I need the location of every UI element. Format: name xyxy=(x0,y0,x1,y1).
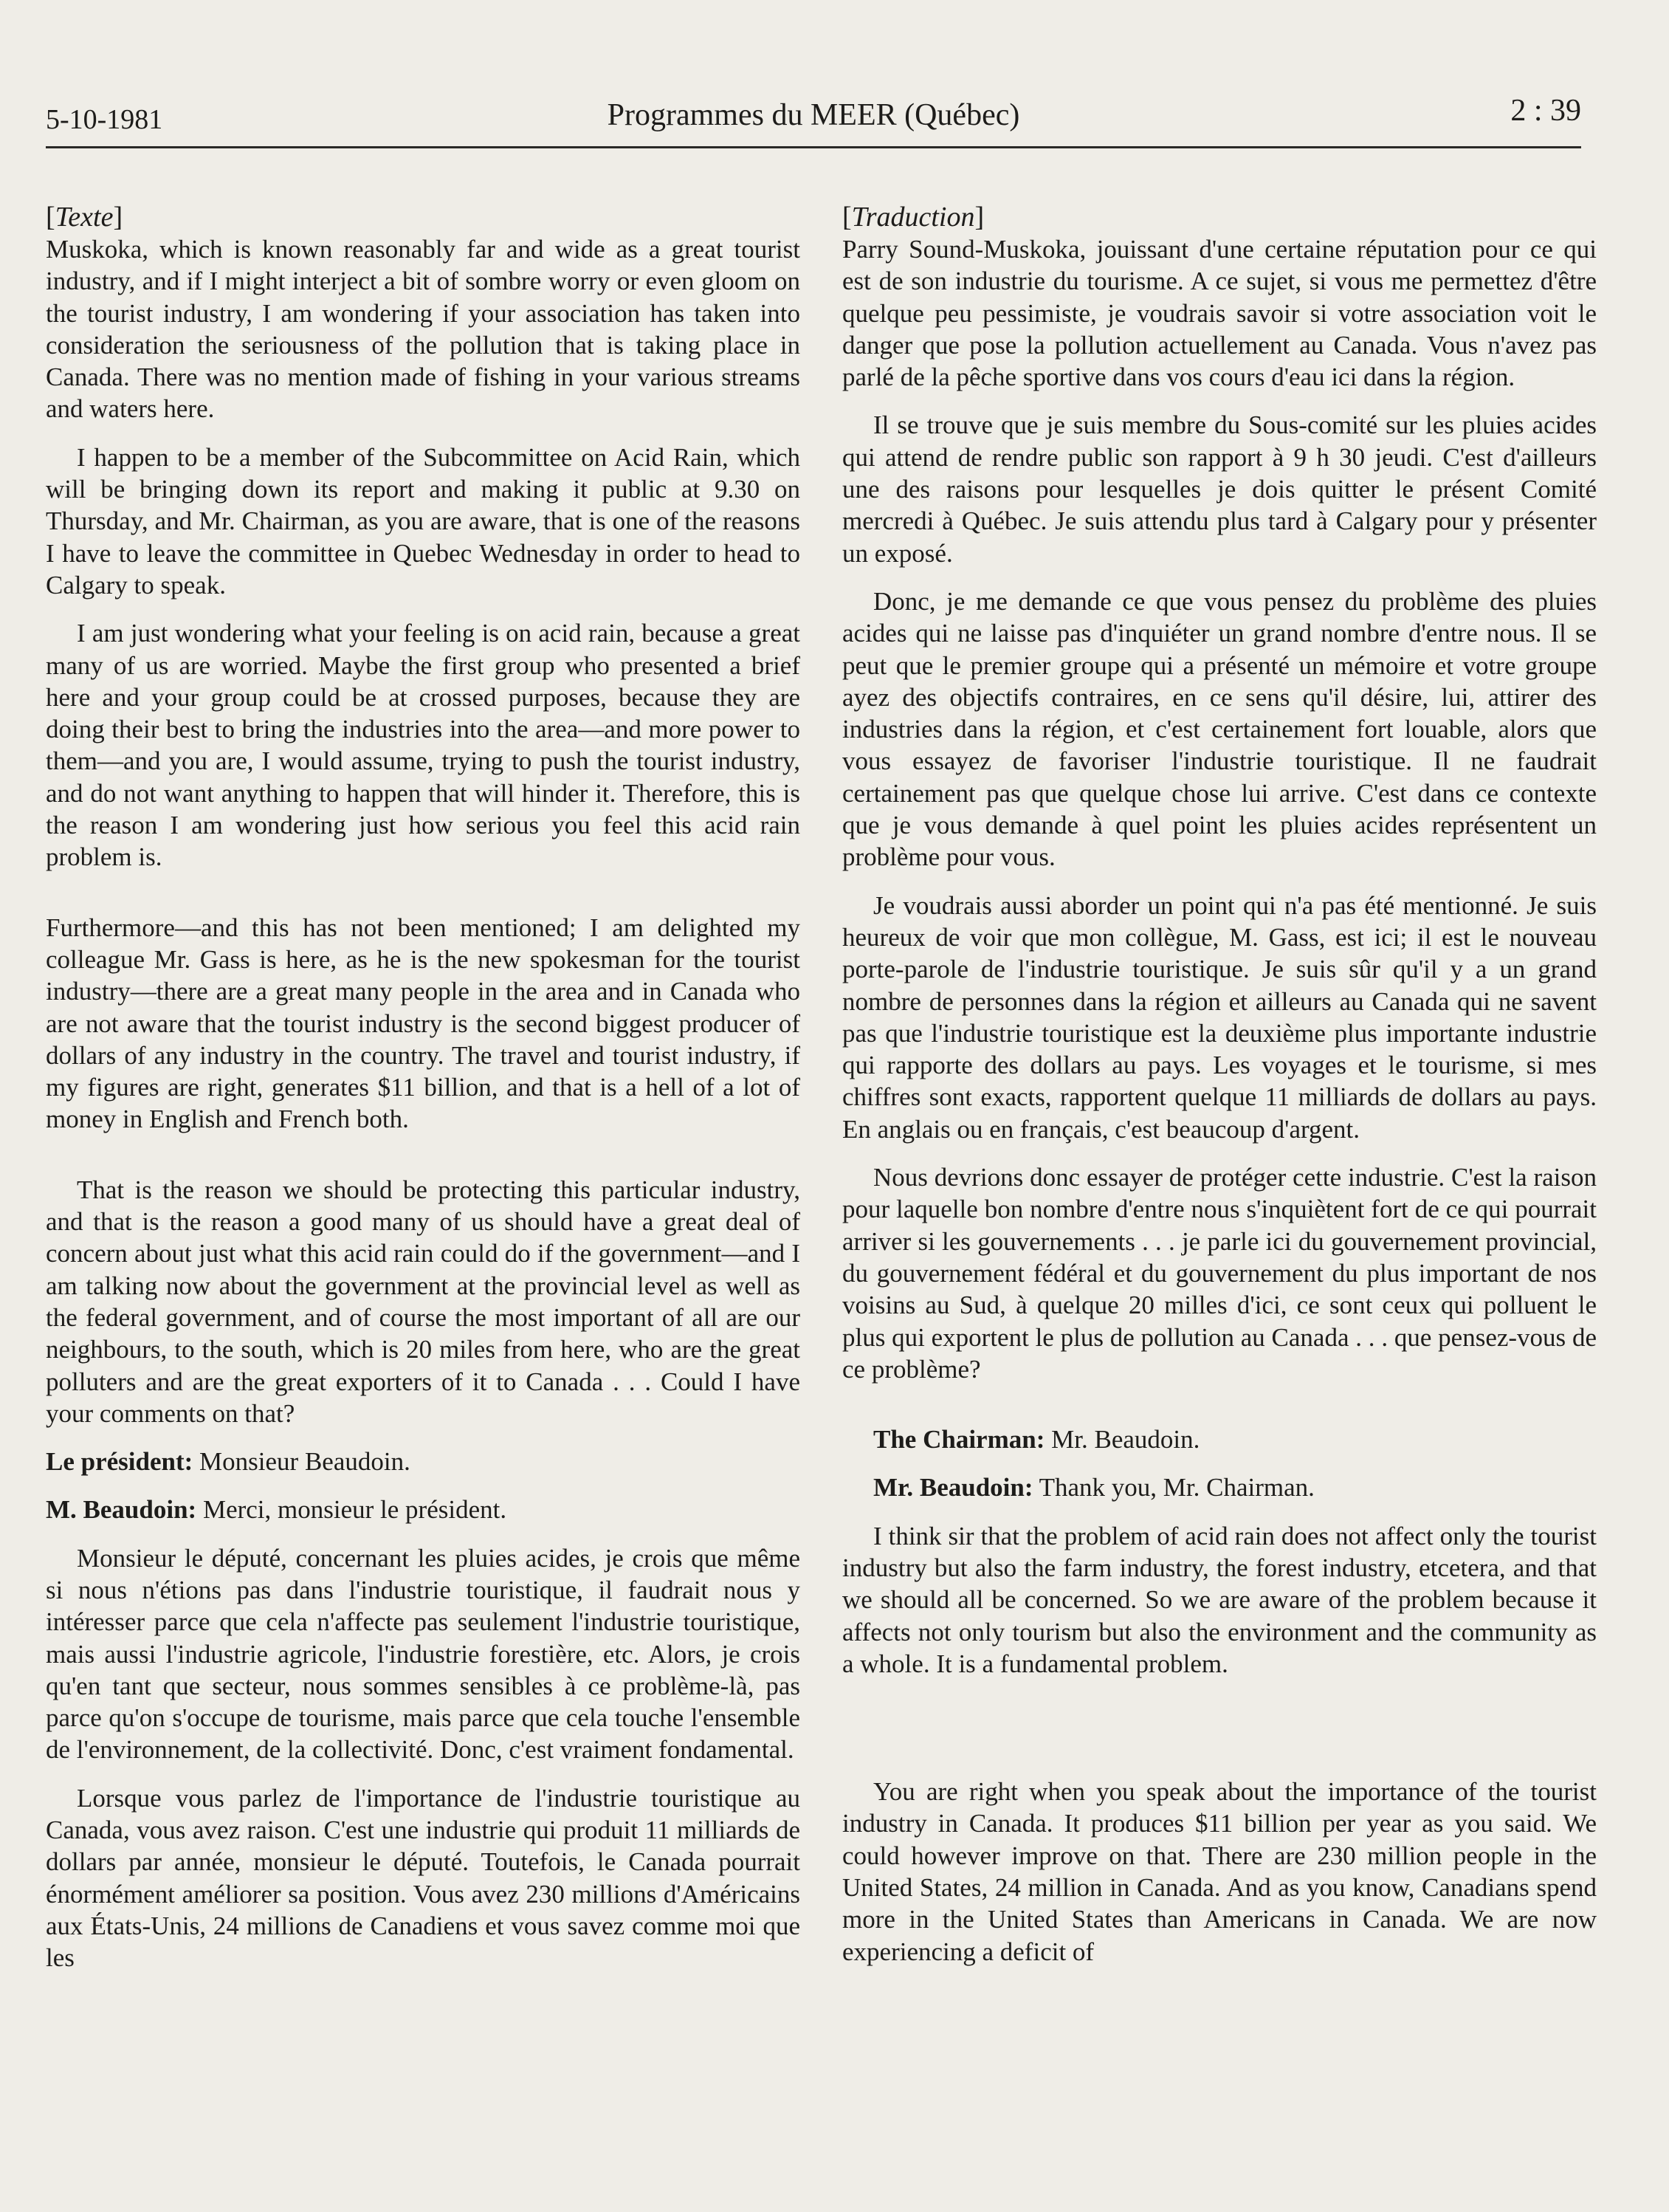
paragraph: I am just wondering what your feeling is on acid rain, because a great many of us are worried. Maybe the first group who presented a brief here and your group could be at crossed purposes, because they are doing their best to bring the industries into the area—and more power to them—and you are, I would assume, trying to push the tourist industry, and do not want anything to happen that will hinder it. Therefore, this is the reason I am wondering just how serious you feel this acid rain problem is. xyxy=(46,619,800,872)
paragraph: I happen to be a member of the Subcommittee on Acid Rain, which will be bringing down its report and making it public at 9.30 on Thursday, and Mr. Chairman, as you are aware, that is one of the reasons I have to leave the committee in Quebec Wednesday in order to head to Calgary to speak. xyxy=(46,442,800,600)
paragraph: Parry Sound-Muskoka, jouissant d'une certaine réputation pour ce qui est de son industrie du tourisme. A ce sujet, si vous me permettez d'être quelque peu pessimiste, je voudrais savoir si votre association voit le danger que pose la pollution actuellement au Canada. Vous n'avez pas parlé de la pêche sportive dans vos cours d'eau ici dans la région. xyxy=(842,235,1597,392)
paragraph: Il se trouve que je suis membre du Sous-comité sur les pluies acides qui attend de rendre public son rapport à 9 h 30 jeudi. C'est d'ailleurs une des raisons pour lesquelles je dois quitter le présent Comité mercredi à Québec. Je suis attendu plus tard à Calgary pour y présenter un exposé. xyxy=(842,411,1597,568)
header-page-number: 2 : 39 xyxy=(1510,94,1581,128)
speaker-name: M. Beaudoin: xyxy=(46,1495,197,1525)
header-title: Programmes du MEER (Québec) xyxy=(607,98,1020,132)
paragraph: That is the reason we should be protecting this particular industry, and that is the reason a good many of us should have a great deal of concern about just what this acid rain could do if the government—and I am talking now about the government at the provincial level as well as the federal government, and of course the most important of all are our neighbours, to the south, which is 20 miles from here, who are the great polluters and are the great exporters of it to Canada . . . Could I have your comments on that? xyxy=(46,1175,800,1428)
paragraph: Nous devrions donc essayer de protéger cette industrie. C'est la raison pour laquelle bon nombre d'entre nous s'inquiètent fort de ce qui pourrait arriver si les gouvernements . . . je parle ici du gouvernement provincial, du gouvernement fédéral et du gouvernement du plus important de nos voisins au Sud, à quelque 20 milles d'ici, ce sont ceux qui polluent le plus qui exportent le plus de pollution au Canada . . . que pensez-vous de ce problème? xyxy=(842,1163,1597,1384)
speaker-line: Le président: Monsieur Beaudoin. xyxy=(46,1447,410,1477)
header-date: 5-10-1981 xyxy=(46,104,163,135)
speaker-line: Mr. Beaudoin: Thank you, Mr. Chairman. xyxy=(873,1473,1315,1502)
speaker-name: Mr. Beaudoin: xyxy=(873,1473,1033,1502)
speaker-line: M. Beaudoin: Merci, monsieur le président. xyxy=(46,1495,507,1525)
french-column xyxy=(842,201,1597,1968)
paragraph: Donc, je me demande ce que vous pensez du problème des pluies acides qui ne laisse pas d'inquiéter un grand nombre d'entre nous. Il se peut que le premier groupe qui a présenté un mémoire et votre groupe ayez des objectifs contraires, en ce sens qu'il désire, lui, attirer des industries dans la région, et c'est certainement fort louable, alors que vous essayez de favoriser l'industrie touristique. Il ne faudrait certainement pas que quelque chose lui arrive. C'est dans ce contexte que je vous demande à quel point les pluies acides représentent un problème pour vous. xyxy=(842,586,1597,872)
english-column xyxy=(46,201,800,1974)
paragraph: I think sir that the problem of acid rain does not affect only the tourist industry but also the farm industry, the forest industry, etcetera, and that we should all be concerned. So we are aware of the problem because it affects not only tourism but also the environment and the community as a whole. It is a fundamental problem. xyxy=(842,1521,1597,1678)
paragraph: You are right when you speak about the importance of the tourist industry in Canada. It produces $11 billion per year as you said. We could however improve on that. There are 230 million people in the United States, 24 million in Canada. And as you know, Canadians spend more in the United States than Americans in Canada. We are now experiencing a deficit of xyxy=(842,1777,1597,1966)
paragraph: Je voudrais aussi aborder un point qui n'a pas été mentionné. Je suis heureux de voir que mon collègue, M. Gass, est ici; il est le nouveau porte-parole de l'industrie touristique. Je suis sûr qu'il y a un grand nombre de personnes dans la région et ailleurs au Canada qui ne savent pas que l'industrie touristique est la deuxième plus importante industrie qui rapporte des dollars au pays. Les voyages et le tourisme, si mes chiffres sont exacts, rapportent quelque 11 milliards de dollars au pays. En anglais ou en français, c'est beaucoup d'argent. xyxy=(842,890,1597,1144)
speaker-line: The Chairman: Mr. Beaudoin. xyxy=(873,1425,1200,1454)
paragraph: Furthermore—and this has not been mentioned; I am delighted my colleague Mr. Gass is here, as he is the new spokesman for the tourist industry—there are a great many people in the area and in Canada who are not aware that the tourist industry is the second biggest producer of dollars of any industry in the country. The travel and tourist industry, if my figures are right, generates $11 billion, and that is a hell of a lot of money in English and French both. xyxy=(46,913,800,1134)
speaker-name: Le président: xyxy=(46,1447,193,1477)
page-header xyxy=(46,94,1581,149)
paragraph: Lorsque vous parlez de l'importance de l'industrie touristique au Canada, vous avez raison. C'est une industrie qui produit 11 milliards de dollars par année, monsieur le député. Toutefois, le Canada pourrait énormément améliorer sa position. Vous avez 230 millions d'Américains aux États-Unis, 24 millions de Canadiens et vous savez comme moi que les xyxy=(46,1783,800,1973)
text-marker: [Texte] xyxy=(46,202,123,233)
paragraph: Monsieur le député, concernant les pluies acides, je crois que même si nous n'étions pas dans l'industrie touristique, il faudrait nous y intéresser parce que cela n'affecte pas seulement l'industrie touristique, mais aussi l'industrie agricole, l'industrie forestière, etc. Alors, je crois qu'en tant que secteur, nous sommes sensibles à ce problème-là, pas parce qu'on s'occupe de tourisme, mais parce que cela touche l'ensemble de l'environnement, de la collectivité. Donc, c'est vraiment fondamental. xyxy=(46,1543,800,1765)
paragraph: Muskoka, which is known reasonably far and wide as a great tourist industry, and if I might interject a bit of sombre worry or even gloom on the tourist industry, I am wondering if your association has taken into consideration the seriousness of the pollution that is taking place in Canada. There was no mention made of fishing in your various streams and waters here. xyxy=(46,235,800,424)
header-rule xyxy=(46,146,1581,148)
translation-marker: [Traduction] xyxy=(842,202,985,233)
speaker-name: The Chairman: xyxy=(873,1425,1045,1454)
